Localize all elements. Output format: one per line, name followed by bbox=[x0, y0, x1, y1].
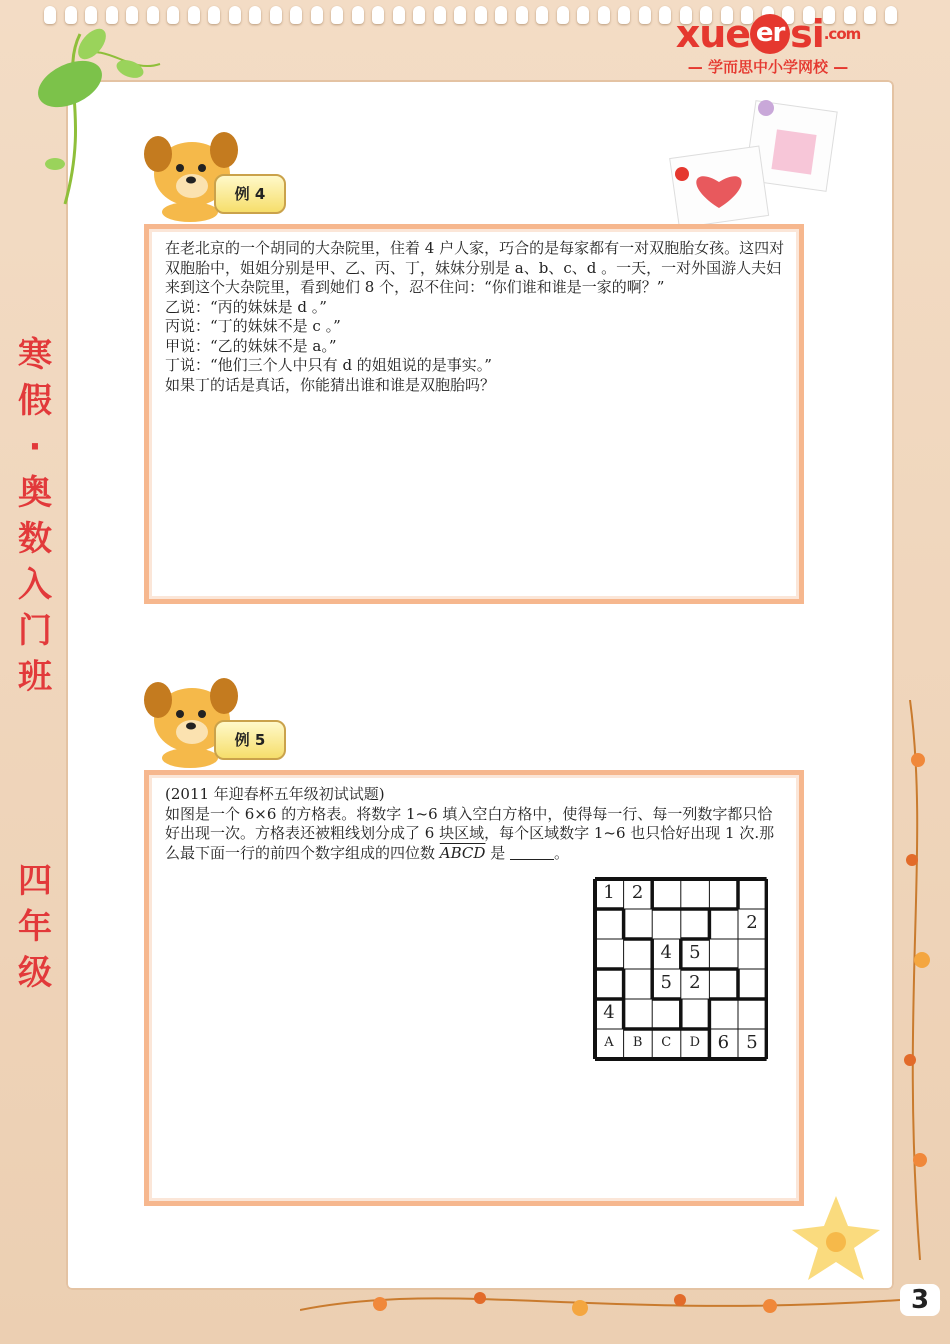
grid-cell-value: 5 bbox=[660, 972, 672, 993]
example4-text bbox=[165, 239, 785, 395]
binder-ring bbox=[229, 6, 241, 24]
example4-tag: 例 4 bbox=[214, 174, 286, 214]
side-char: 奥 bbox=[18, 473, 52, 513]
binder-ring bbox=[393, 6, 405, 24]
sudoku-grid bbox=[592, 876, 768, 1062]
example4-label bbox=[144, 124, 294, 224]
grid-cell-value: 4 bbox=[603, 1002, 615, 1023]
binder-ring bbox=[598, 6, 610, 24]
grid-cell-value: B bbox=[632, 1035, 643, 1050]
side-char: 入 bbox=[18, 565, 52, 605]
grid-cell-value: A bbox=[604, 1035, 614, 1050]
example4-paragraph: 如果丁的话是真话，你能猜出谁和谁是双胞胎吗？ bbox=[165, 375, 496, 394]
example4-paragraph: 乙说：“丙的妹妹是 d 。” bbox=[165, 297, 327, 316]
binder-ring bbox=[290, 6, 302, 24]
binder-ring bbox=[475, 6, 487, 24]
side-char: 数 bbox=[18, 519, 52, 559]
binder-ring bbox=[249, 6, 261, 24]
binder-ring bbox=[311, 6, 323, 24]
grid-cell-value: 1 bbox=[603, 882, 615, 903]
side-char: 门 bbox=[18, 611, 52, 651]
binder-ring bbox=[413, 6, 425, 24]
grid-cell-value: 5 bbox=[746, 1032, 758, 1053]
grid-cell-value: 2 bbox=[746, 912, 758, 933]
side-char: 四 bbox=[18, 861, 52, 901]
binder-ring bbox=[516, 6, 528, 24]
binder-ring bbox=[536, 6, 548, 24]
binder-ring bbox=[331, 6, 343, 24]
grid-cell-value: 5 bbox=[689, 942, 701, 963]
grid-cell-value: 6 bbox=[717, 1032, 730, 1053]
side-char: · bbox=[28, 427, 42, 467]
example5-text bbox=[165, 785, 785, 863]
flower-decoration bbox=[780, 1186, 892, 1286]
binder-ring bbox=[188, 6, 200, 24]
example4-paragraph: 甲说：“乙的妹妹不是 a。” bbox=[165, 336, 337, 355]
binder-ring bbox=[577, 6, 589, 24]
example4-paragraph: 在老北京的一个胡同的大杂院里，住着 4 户人家，巧合的是每家都有一对双胞胎女孩。这四对双胞胎中，姐姐分别是甲、乙、丙、丁，妹妹分别是 a、b、c、d 。一天，一对外国游人夫妇来到这个大杂院里，看到她们 8 个，忍不住问：“你们谁和谁是一家的啊？” bbox=[165, 239, 785, 296]
side-course-title bbox=[12, 332, 58, 700]
example5-label bbox=[144, 670, 294, 770]
xueersi-logo: xue er $si^{.com}$ — 学而思中小学网校 — bbox=[648, 14, 888, 77]
binder-ring bbox=[557, 6, 569, 24]
abcd-overline: ABCD bbox=[439, 843, 486, 862]
grid-cell-value: 2 bbox=[631, 882, 644, 903]
binder-ring bbox=[495, 6, 507, 24]
answer-blank bbox=[510, 845, 554, 860]
binder-ring bbox=[208, 6, 220, 24]
grid-cell-value: D bbox=[689, 1035, 701, 1050]
grid-cell-value: 2 bbox=[689, 972, 701, 993]
side-char: 年 bbox=[18, 907, 52, 947]
binder-ring bbox=[270, 6, 282, 24]
example5-tag: 例 5 bbox=[214, 720, 286, 760]
example4-box bbox=[144, 224, 804, 604]
example5-source: (2011 年迎春杯五年级初试试题) bbox=[165, 785, 385, 803]
right-leaves-decoration bbox=[890, 700, 940, 1260]
side-char: 寒 bbox=[18, 335, 52, 375]
binder-ring bbox=[618, 6, 630, 24]
notes-heart-decoration bbox=[664, 96, 844, 226]
side-grade-title bbox=[12, 858, 58, 996]
grid-cell-value: C bbox=[661, 1035, 672, 1050]
binder-ring bbox=[434, 6, 446, 24]
side-char: 级 bbox=[18, 953, 52, 993]
binder-ring bbox=[372, 6, 384, 24]
logo-subtitle: — 学而思中小学网校 — bbox=[687, 58, 849, 76]
binder-ring bbox=[352, 6, 364, 24]
example4-paragraph: 丙说：“丁的妹妹不是 c 。” bbox=[165, 317, 341, 335]
binder-ring bbox=[454, 6, 466, 24]
side-char: 假 bbox=[18, 381, 52, 421]
example4-paragraph: 丁说：“他们三个人中只有 d 的姐姐说的是事实。” bbox=[165, 356, 492, 374]
side-char: 班 bbox=[18, 657, 52, 697]
grid-cell-value: 4 bbox=[660, 942, 672, 963]
page-number: 3 bbox=[900, 1284, 940, 1316]
example5-question: 如图是一个 6×6 的方格表。将数字 1~6 填入空白方格中，使得每一行、每一列数字都只恰好出现一次。方格表还被粗线划分成了 6 块区域，每个区域数字 1~6 也只恰好出现 1 次.那么最下面一行的前四个数字组成的四位数 ABCD 是 。 bbox=[165, 804, 775, 862]
